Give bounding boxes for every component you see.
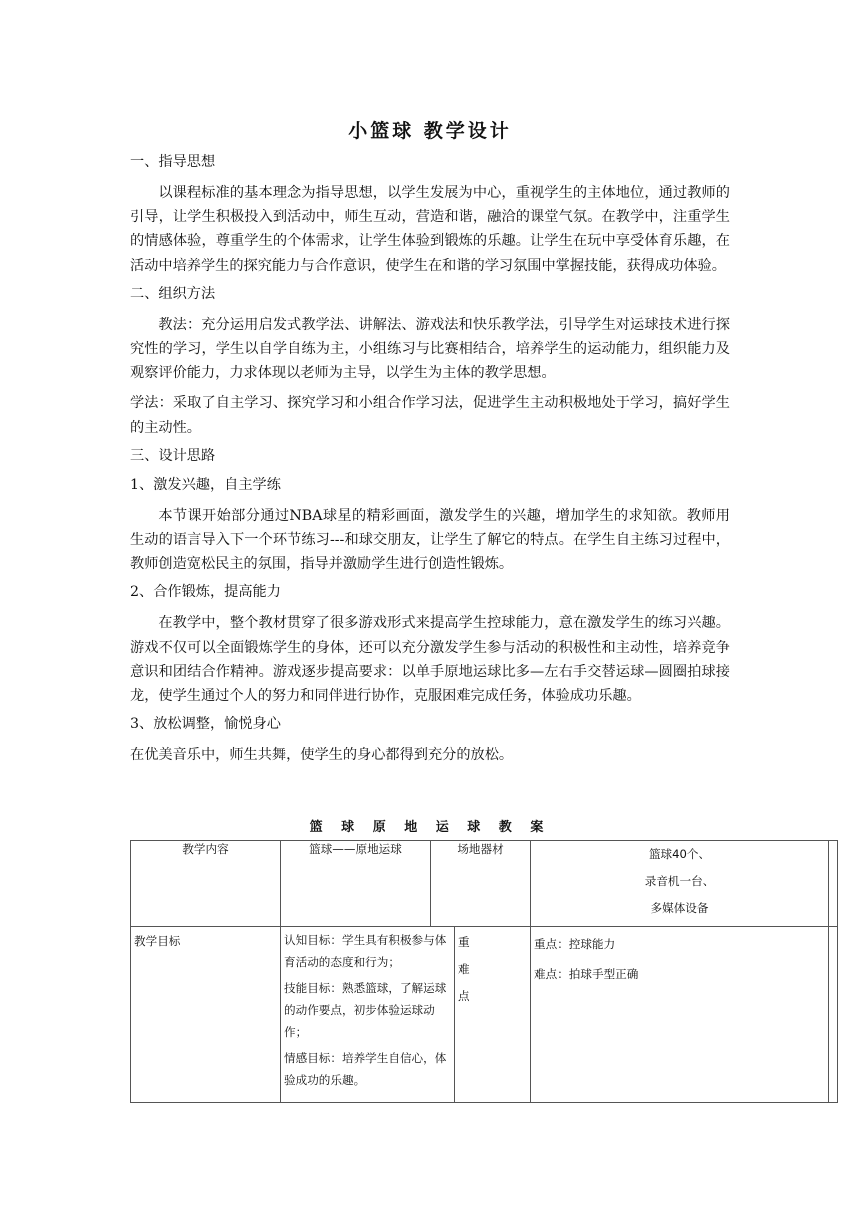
goal-label-cell bbox=[131, 927, 281, 1103]
paragraph: 在教学中，整个教材贯穿了很多游戏形式来提高学生控球能力，意在激发学生的练习兴趣。游戏不仅可以全面锻炼学生的身体，还可以充分激发学生参与活动的积极性和主动性，培养竞争意识和团结合作精神。游戏逐步提高要求：以单手原地运球比多—左右手交替运球—圆圈拍球接龙，使学生通过个人的努力和同伴进行协作，克服困难完成任务，体验成功乐趣。 bbox=[130, 615, 730, 705]
subsection-heading: 3、放松调整，愉悦身心 bbox=[130, 716, 281, 733]
paragraph: 本节课开始部分通过NBA球星的精彩画面，激发学生的兴趣，增加学生的求知欲。教师用生动的语言导入下一个环节练习---和球交朋友，让学生了解它的特点。在学生自主练习过程中，教师创造宽松民主的氛围，指导并激励学生进行创造性锻炼。 bbox=[130, 507, 730, 573]
goal-item: 认知目标：学生具有积极参与体育活动的态度和行为； bbox=[284, 933, 447, 969]
document-title: 小篮球 教学设计 bbox=[348, 120, 512, 142]
subsection-heading: 2、合作锻炼，提高能力 bbox=[130, 584, 281, 601]
section-heading: 三、设计思路 bbox=[130, 447, 216, 464]
venue-label-cell: 场地器材 bbox=[431, 841, 531, 927]
goal-item: 情感目标：培养学生自信心，体验成功的乐趣。 bbox=[284, 1051, 447, 1087]
equipment-item: 篮球40个、 bbox=[648, 847, 711, 861]
key-label-cell bbox=[455, 927, 531, 1103]
key-point: 重点：控球能力 bbox=[534, 937, 616, 951]
content-value-cell: 篮球——原地运球 bbox=[281, 841, 431, 927]
goals-list bbox=[281, 927, 454, 1097]
section-heading: 二、组织方法 bbox=[130, 285, 216, 302]
paragraph: 教法：充分运用启发式教学法、讲解法、游戏法和快乐教学法，引导学生对运球技术进行探究性的学习，学生以自学自练为主，小组练习与比赛相结合，培养学生的运动能力，组织能力及观察评价能力，力求体现以老师为主导，以学生为主体的教学思想。 bbox=[130, 316, 730, 382]
key-point: 难点：拍球手型正确 bbox=[534, 967, 639, 981]
goals-cell bbox=[281, 927, 455, 1103]
goal-item: 技能目标：熟悉篮球，了解运球的动作要点，初步体验运球动作； bbox=[284, 981, 447, 1039]
table-row bbox=[131, 841, 838, 927]
table-spacer-cell bbox=[829, 841, 838, 927]
lesson-plan-table bbox=[130, 840, 838, 1103]
content-label-cell: 教学内容 bbox=[131, 841, 281, 927]
goal-label: 教学目标 bbox=[134, 934, 181, 948]
paragraph: 学法：采取了自主学习、探究学习和小组合作学习法，促进学生主动积极地处于学习，搞好学生的主动性。 bbox=[130, 395, 730, 436]
key-label bbox=[455, 927, 530, 1012]
equipment-item: 多媒体设备 bbox=[650, 901, 709, 915]
key-label-char: 难 bbox=[458, 962, 470, 976]
paragraph: 以课程标准的基本理念为指导思想，以学生发展为中心，重视学生的主体地位，通过教师的引导，让学生积极投入到活动中，师生互动，营造和谐，融洽的课堂气氛。在教学中，注重学生的情感体验，尊重学生的个体需求，让学生体验到锻炼的乐趣。让学生在玩中享受体育乐趣，在活动中培养学生的探究能力与合作意识，使学生在和谐的学习氛围中掌握技能，获得成功体验。 bbox=[130, 185, 730, 274]
key-points-cell bbox=[531, 927, 829, 1103]
key-label-char: 点 bbox=[458, 989, 470, 1003]
equipment-cell bbox=[531, 841, 829, 927]
key-label-char: 重 bbox=[458, 935, 470, 949]
key-points bbox=[531, 927, 828, 991]
paragraph: 在优美音乐中，师生共舞，使学生的身心都得到充分的放松。 bbox=[130, 747, 514, 764]
document-body bbox=[130, 152, 730, 773]
table-spacer-cell bbox=[829, 927, 838, 1103]
equipment-item: 录音机一台、 bbox=[644, 874, 715, 888]
section-heading: 一、指导思想 bbox=[130, 154, 216, 170]
table-title: 篮 球 原 地 运 球 教 案 bbox=[309, 820, 551, 835]
subsection-heading: 1、激发兴趣，自主学练 bbox=[130, 476, 281, 493]
table-row bbox=[131, 927, 838, 1103]
